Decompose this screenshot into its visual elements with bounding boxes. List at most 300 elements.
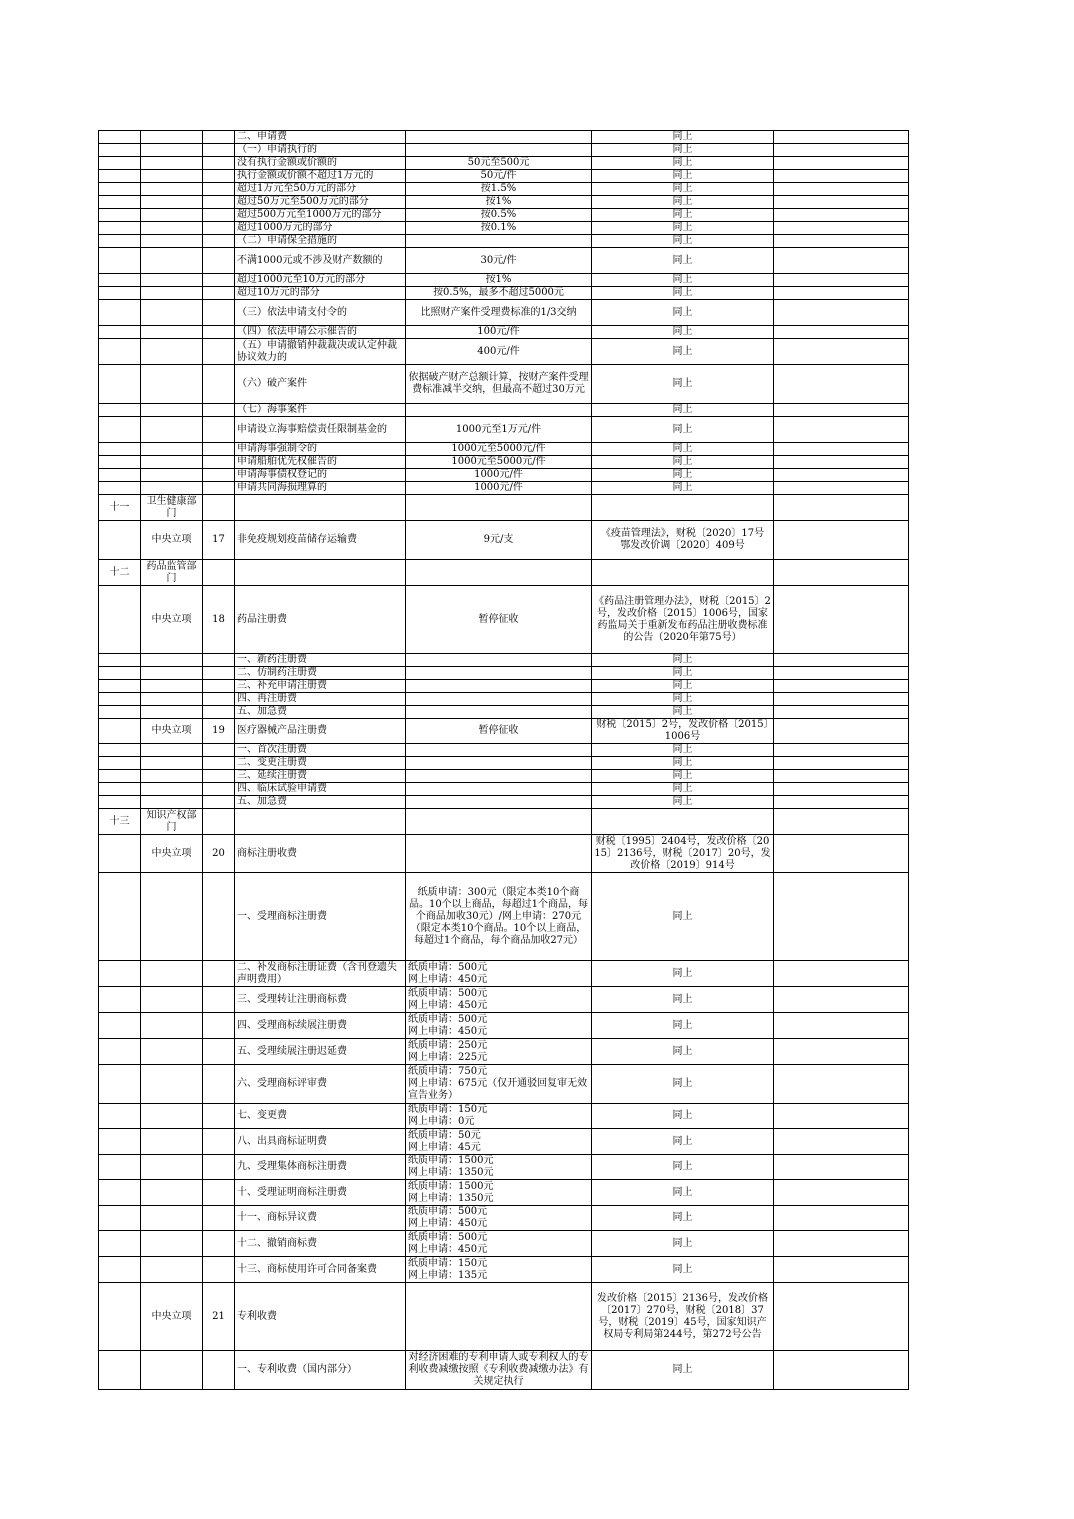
category-cell — [141, 170, 203, 183]
section-number-cell — [99, 1155, 141, 1180]
item-number-cell — [203, 757, 235, 770]
category-cell: 中央立项 — [141, 719, 203, 744]
section-number-cell — [99, 1104, 141, 1129]
table-row — [99, 183, 909, 196]
category-cell — [141, 1351, 203, 1390]
table-row — [99, 235, 909, 248]
standard-cell: 400元/件 — [406, 339, 592, 365]
category-cell — [141, 987, 203, 1013]
remark-cell — [774, 157, 909, 170]
table-row — [99, 987, 909, 1013]
fee-item-cell — [235, 809, 406, 835]
remark-cell — [774, 783, 909, 796]
category-cell — [141, 183, 203, 196]
remark-cell — [774, 222, 909, 235]
category-cell — [141, 300, 203, 326]
standard-cell: 暂停征收 — [406, 586, 592, 654]
table-row — [99, 417, 909, 443]
fee-item-cell: 四、受理商标续展注册费 — [235, 1013, 406, 1039]
standard-cell — [406, 680, 592, 693]
category-cell — [141, 706, 203, 719]
item-number-cell — [203, 1155, 235, 1180]
table-row — [99, 326, 909, 339]
section-number-cell — [99, 1065, 141, 1104]
item-number-cell — [203, 131, 235, 144]
basis-cell: 同上 — [592, 1180, 774, 1206]
fee-table — [98, 130, 909, 1390]
standard-cell: 纸质申请：500元 网上申请：450元 — [406, 1013, 592, 1039]
item-number-cell — [203, 456, 235, 469]
remark-cell — [774, 667, 909, 680]
standard-cell: 1000元至5000元/件 — [406, 456, 592, 469]
remark-cell — [774, 196, 909, 209]
remark-cell — [774, 961, 909, 987]
section-number-cell — [99, 783, 141, 796]
remark-cell — [774, 873, 909, 961]
section-number-cell — [99, 1206, 141, 1231]
table-row — [99, 835, 909, 873]
standard-cell: 对经济困难的专利申请人或专利权人的专利收费减缴按照《专利收费减缴办法》有关规定执行 — [406, 1351, 592, 1390]
table-row — [99, 1257, 909, 1283]
section-number-cell — [99, 521, 141, 560]
table-row — [99, 1129, 909, 1155]
remark-cell — [774, 586, 909, 654]
category-cell — [141, 693, 203, 706]
table-row — [99, 1013, 909, 1039]
fee-item-cell — [235, 560, 406, 586]
table-row — [99, 1180, 909, 1206]
table-row — [99, 693, 909, 706]
remark-cell — [774, 680, 909, 693]
table-row — [99, 1231, 909, 1257]
standard-cell — [406, 770, 592, 783]
fee-item-cell: 二、申请费 — [235, 131, 406, 144]
category-cell — [141, 287, 203, 300]
section-number-cell — [99, 1231, 141, 1257]
fee-item-cell: 三、受理转让注册商标费 — [235, 987, 406, 1013]
table-row — [99, 706, 909, 719]
basis-cell: 同上 — [592, 873, 774, 961]
basis-cell: 同上 — [592, 235, 774, 248]
table-row — [99, 287, 909, 300]
remark-cell — [774, 183, 909, 196]
fee-item-cell: 申请海事债权登记的 — [235, 469, 406, 482]
item-number-cell — [203, 365, 235, 404]
fee-item-cell: 超过1000万元的部分 — [235, 222, 406, 235]
fee-item-cell: 超过1000元至10万元的部分 — [235, 274, 406, 287]
category-cell — [141, 1206, 203, 1231]
standard-cell: 纸质申请：500元 网上申请：450元 — [406, 1231, 592, 1257]
item-number-cell — [203, 1231, 235, 1257]
fee-item-cell: 十一、商标异议费 — [235, 1206, 406, 1231]
section-number-cell — [99, 287, 141, 300]
remark-cell — [774, 835, 909, 873]
fee-item-cell: 医疗器械产品注册费 — [235, 719, 406, 744]
standard-cell: 1000元/件 — [406, 469, 592, 482]
remark-cell — [774, 287, 909, 300]
category-cell — [141, 796, 203, 809]
category-cell — [141, 1065, 203, 1104]
category-cell — [141, 1039, 203, 1065]
item-number-cell: 19 — [203, 719, 235, 744]
basis-cell: 同上 — [592, 1104, 774, 1129]
standard-cell — [406, 693, 592, 706]
basis-cell: 同上 — [592, 1351, 774, 1390]
table-row — [99, 274, 909, 287]
basis-cell: 同上 — [592, 300, 774, 326]
fee-item-cell: 三、补充申请注册费 — [235, 680, 406, 693]
standard-cell — [406, 835, 592, 873]
item-number-cell — [203, 873, 235, 961]
item-number-cell — [203, 482, 235, 495]
item-number-cell — [203, 495, 235, 521]
item-number-cell: 17 — [203, 521, 235, 560]
fee-item-cell: （二）申请保全措施的 — [235, 235, 406, 248]
item-number-cell — [203, 144, 235, 157]
section-number-cell — [99, 157, 141, 170]
table-row — [99, 170, 909, 183]
category-cell — [141, 339, 203, 365]
item-number-cell — [203, 339, 235, 365]
category-cell — [141, 417, 203, 443]
category-cell — [141, 404, 203, 417]
table-row — [99, 339, 909, 365]
item-number-cell — [203, 196, 235, 209]
category-cell — [141, 1129, 203, 1155]
table-row — [99, 796, 909, 809]
section-number-cell — [99, 196, 141, 209]
basis-cell: 同上 — [592, 170, 774, 183]
basis-cell: 同上 — [592, 456, 774, 469]
section-number-cell — [99, 1257, 141, 1283]
basis-cell: 同上 — [592, 131, 774, 144]
item-number-cell — [203, 680, 235, 693]
fee-item-cell: （五）申请撤销仲裁裁决或认定仲裁协议效力的 — [235, 339, 406, 365]
section-number-cell — [99, 667, 141, 680]
fee-item-cell: 申请海事强制令的 — [235, 443, 406, 456]
section-number-cell — [99, 222, 141, 235]
table-row — [99, 131, 909, 144]
fee-item-cell: 专利收费 — [235, 1283, 406, 1351]
item-number-cell — [203, 693, 235, 706]
table-row — [99, 365, 909, 404]
standard-cell: 暂停征收 — [406, 719, 592, 744]
basis-cell: 同上 — [592, 404, 774, 417]
basis-cell: 同上 — [592, 469, 774, 482]
remark-cell — [774, 719, 909, 744]
section-number-cell — [99, 1129, 141, 1155]
remark-cell — [774, 1013, 909, 1039]
standard-cell — [406, 757, 592, 770]
remark-cell — [774, 706, 909, 719]
item-number-cell — [203, 1104, 235, 1129]
table-row — [99, 654, 909, 667]
standard-cell — [406, 144, 592, 157]
basis-cell: 同上 — [592, 706, 774, 719]
remark-cell — [774, 326, 909, 339]
basis-cell: 同上 — [592, 482, 774, 495]
fee-item-cell: 十二、撤销商标费 — [235, 1231, 406, 1257]
item-number-cell — [203, 326, 235, 339]
fee-item-cell: （七）海事案件 — [235, 404, 406, 417]
item-number-cell — [203, 1129, 235, 1155]
remark-cell — [774, 144, 909, 157]
item-number-cell — [203, 248, 235, 274]
basis-cell: 同上 — [592, 1039, 774, 1065]
remark-cell — [774, 235, 909, 248]
category-cell: 中央立项 — [141, 835, 203, 873]
fee-item-cell: 十三、商标使用许可合同备案费 — [235, 1257, 406, 1283]
fee-item-cell: 不满1000元或不涉及财产数额的 — [235, 248, 406, 274]
standard-cell — [406, 495, 592, 521]
standard-cell: 按0.5% — [406, 209, 592, 222]
fee-item-cell — [235, 495, 406, 521]
remark-cell — [774, 1257, 909, 1283]
section-number-cell — [99, 417, 141, 443]
section-number-cell — [99, 235, 141, 248]
basis-cell: 同上 — [592, 1013, 774, 1039]
item-number-cell — [203, 1351, 235, 1390]
fee-item-cell: 一、受理商标注册费 — [235, 873, 406, 961]
item-number-cell — [203, 300, 235, 326]
table-row — [99, 1065, 909, 1104]
category-cell — [141, 1013, 203, 1039]
standard-cell — [406, 796, 592, 809]
category-cell — [141, 456, 203, 469]
fee-item-cell: 十、受理证明商标注册费 — [235, 1180, 406, 1206]
basis-cell: 同上 — [592, 287, 774, 300]
remark-cell — [774, 274, 909, 287]
section-number-cell — [99, 757, 141, 770]
table-row — [99, 482, 909, 495]
table-row — [99, 300, 909, 326]
standard-cell: 30元/件 — [406, 248, 592, 274]
section-number-cell — [99, 1180, 141, 1206]
standard-cell: 9元/支 — [406, 521, 592, 560]
category-cell — [141, 235, 203, 248]
category-cell: 中央立项 — [141, 1283, 203, 1351]
section-number-cell — [99, 482, 141, 495]
category-cell — [141, 680, 203, 693]
section-number-cell — [99, 300, 141, 326]
fee-item-cell: 五、加急费 — [235, 706, 406, 719]
table-row — [99, 719, 909, 744]
basis-cell: 同上 — [592, 443, 774, 456]
basis-cell: 同上 — [592, 654, 774, 667]
category-cell — [141, 326, 203, 339]
category-cell: 卫生健康部门 — [141, 495, 203, 521]
category-cell — [141, 365, 203, 404]
standard-cell: 纸质申请：500元 网上申请：450元 — [406, 987, 592, 1013]
fee-item-cell: 一、首次注册费 — [235, 744, 406, 757]
fee-item-cell: （四）依法申请公示催告的 — [235, 326, 406, 339]
fee-item-cell: 四、再注册费 — [235, 693, 406, 706]
table-body — [99, 131, 909, 1390]
table-row — [99, 809, 909, 835]
item-number-cell: 20 — [203, 835, 235, 873]
remark-cell — [774, 417, 909, 443]
item-number-cell — [203, 783, 235, 796]
remark-cell — [774, 770, 909, 783]
fee-item-cell: 三、延续注册费 — [235, 770, 406, 783]
fee-item-cell: 超过1万元至50万元的部分 — [235, 183, 406, 196]
category-cell: 中央立项 — [141, 586, 203, 654]
section-number-cell — [99, 326, 141, 339]
category-cell — [141, 1257, 203, 1283]
table-row — [99, 586, 909, 654]
table-row — [99, 196, 909, 209]
standard-cell — [406, 1283, 592, 1351]
basis-cell: 同上 — [592, 339, 774, 365]
item-number-cell — [203, 1257, 235, 1283]
remark-cell — [774, 495, 909, 521]
basis-cell: 同上 — [592, 693, 774, 706]
fee-item-cell: 二、变更注册费 — [235, 757, 406, 770]
section-number-cell — [99, 274, 141, 287]
standard-cell: 按1.5% — [406, 183, 592, 196]
fee-item-cell: （三）依法申请支付令的 — [235, 300, 406, 326]
fee-item-cell: （一）申请执行的 — [235, 144, 406, 157]
item-number-cell — [203, 469, 235, 482]
section-number-cell — [99, 456, 141, 469]
category-cell — [141, 961, 203, 987]
remark-cell — [774, 693, 909, 706]
category-cell: 知识产权部门 — [141, 809, 203, 835]
table-row — [99, 560, 909, 586]
remark-cell — [774, 170, 909, 183]
item-number-cell — [203, 170, 235, 183]
category-cell — [141, 783, 203, 796]
basis-cell: 《疫苗管理法》，财税〔2020〕17号 鄂发改价调〔2020〕409号 — [592, 521, 774, 560]
standard-cell: 纸质申请：300元（限定本类10个商品。10个以上商品，每超过1个商品，每个商品加收30元）/网上申请：270元（限定本类10个商品。10个以上商品，每超过1个商品，每个商品加收27元） — [406, 873, 592, 961]
remark-cell — [774, 1065, 909, 1104]
section-number-cell — [99, 680, 141, 693]
category-cell — [141, 209, 203, 222]
section-number-cell — [99, 835, 141, 873]
basis-cell: 同上 — [592, 157, 774, 170]
table-row — [99, 783, 909, 796]
remark-cell — [774, 1104, 909, 1129]
table-row — [99, 404, 909, 417]
fee-item-cell: 九、受理集体商标注册费 — [235, 1155, 406, 1180]
category-cell — [141, 274, 203, 287]
category-cell — [141, 654, 203, 667]
basis-cell: 同上 — [592, 757, 774, 770]
remark-cell — [774, 365, 909, 404]
fee-item-cell: 二、补发商标注册证费（含刊登遗失声明费用） — [235, 961, 406, 987]
remark-cell — [774, 443, 909, 456]
section-number-cell — [99, 339, 141, 365]
category-cell — [141, 248, 203, 274]
standard-cell — [406, 667, 592, 680]
table-row — [99, 443, 909, 456]
fee-item-cell: 二、仿制药注册费 — [235, 667, 406, 680]
fee-item-cell: 七、变更费 — [235, 1104, 406, 1129]
remark-cell — [774, 1155, 909, 1180]
remark-cell — [774, 1129, 909, 1155]
fee-item-cell: 商标注册收费 — [235, 835, 406, 873]
item-number-cell — [203, 560, 235, 586]
section-number-cell — [99, 1283, 141, 1351]
fee-item-cell: （六）破产案件 — [235, 365, 406, 404]
fee-item-cell: 六、受理商标评审费 — [235, 1065, 406, 1104]
fee-item-cell: 没有执行金额或价额的 — [235, 157, 406, 170]
basis-cell: 发改价格〔2015〕2136号，发改价格〔2017〕270号，财税〔2018〕37号，财税〔2019〕45号，国家知识产权局专利局第244号，第272号公告 — [592, 1283, 774, 1351]
remark-cell — [774, 744, 909, 757]
basis-cell: 同上 — [592, 1206, 774, 1231]
standard-cell: 纸质申请：1500元 网上申请：1350元 — [406, 1180, 592, 1206]
standard-cell: 比照财产案件受理费标准的1/3交纳 — [406, 300, 592, 326]
category-cell — [141, 222, 203, 235]
category-cell — [141, 1104, 203, 1129]
remark-cell — [774, 209, 909, 222]
fee-item-cell: 执行金额或价额不超过1万元的 — [235, 170, 406, 183]
standard-cell: 1000元至1万元/件 — [406, 417, 592, 443]
standard-cell: 纸质申请：1500元 网上申请：1350元 — [406, 1155, 592, 1180]
basis-cell: 同上 — [592, 667, 774, 680]
standard-cell — [406, 560, 592, 586]
category-cell — [141, 770, 203, 783]
category-cell — [141, 1155, 203, 1180]
basis-cell: 财税〔2015〕2号，发改价格〔2015〕1006号 — [592, 719, 774, 744]
item-number-cell — [203, 274, 235, 287]
section-number-cell: 十二 — [99, 560, 141, 586]
remark-cell — [774, 1206, 909, 1231]
standard-cell — [406, 706, 592, 719]
basis-cell: 同上 — [592, 1155, 774, 1180]
remark-cell — [774, 456, 909, 469]
item-number-cell — [203, 222, 235, 235]
table-row — [99, 744, 909, 757]
table-row — [99, 961, 909, 987]
basis-cell: 同上 — [592, 196, 774, 209]
item-number-cell — [203, 1206, 235, 1231]
section-number-cell — [99, 744, 141, 757]
item-number-cell — [203, 1065, 235, 1104]
fee-item-cell: 一、新药注册费 — [235, 654, 406, 667]
standard-cell: 按1% — [406, 196, 592, 209]
section-number-cell — [99, 706, 141, 719]
table-row — [99, 248, 909, 274]
section-number-cell — [99, 586, 141, 654]
fee-item-cell: 申请共同海损理算的 — [235, 482, 406, 495]
section-number-cell: 十三 — [99, 809, 141, 835]
category-cell — [141, 1231, 203, 1257]
remark-cell — [774, 1231, 909, 1257]
category-cell — [141, 873, 203, 961]
category-cell — [141, 757, 203, 770]
item-number-cell — [203, 654, 235, 667]
fee-item-cell: 五、加急费 — [235, 796, 406, 809]
category-cell — [141, 443, 203, 456]
item-number-cell — [203, 961, 235, 987]
table-row — [99, 495, 909, 521]
standard-cell: 纸质申请：500元 网上申请：450元 — [406, 961, 592, 987]
section-number-cell — [99, 1039, 141, 1065]
table-row — [99, 1283, 909, 1351]
fee-item-cell: 超过50万元至500万元的部分 — [235, 196, 406, 209]
remark-cell — [774, 757, 909, 770]
section-number-cell — [99, 131, 141, 144]
table-row — [99, 521, 909, 560]
basis-cell: 同上 — [592, 274, 774, 287]
item-number-cell — [203, 987, 235, 1013]
table-row — [99, 209, 909, 222]
item-number-cell — [203, 796, 235, 809]
remark-cell — [774, 987, 909, 1013]
item-number-cell — [203, 183, 235, 196]
section-number-cell — [99, 443, 141, 456]
